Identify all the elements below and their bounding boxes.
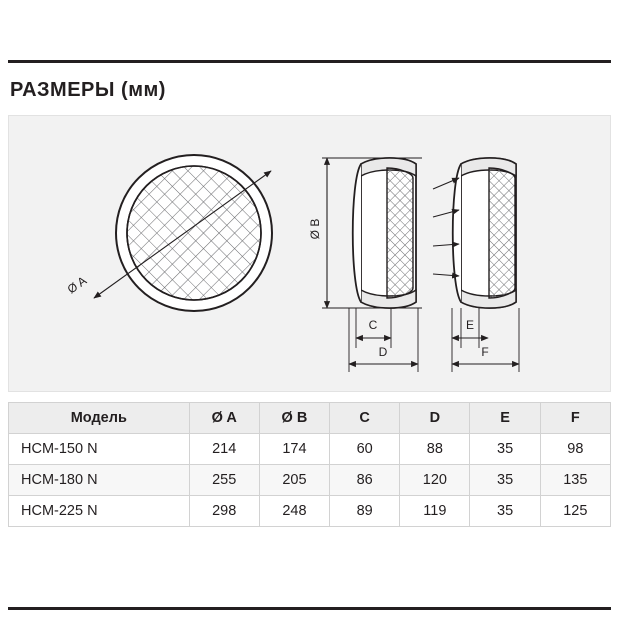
cell-e: 35 — [470, 434, 540, 465]
cell-f: 98 — [540, 434, 610, 465]
bottom-divider — [8, 607, 611, 610]
header-diameter-b: Ø B — [259, 403, 329, 434]
top-divider — [8, 60, 611, 63]
label-dim-e: E — [465, 318, 475, 332]
label-dim-f: F — [481, 345, 489, 359]
table-header — [9, 403, 611, 434]
dimension-drawing-panel — [8, 115, 611, 392]
cell-diameter-b: 248 — [259, 496, 329, 527]
page-title: РАЗМЕРЫ (мм) — [10, 79, 166, 101]
cell-f: 125 — [540, 496, 610, 527]
cell-e: 35 — [470, 465, 540, 496]
cell-c: 89 — [330, 496, 400, 527]
cell-c: 86 — [330, 465, 400, 496]
cell-diameter-a: 298 — [189, 496, 259, 527]
technical-drawing — [9, 116, 610, 391]
cell-d: 119 — [400, 496, 470, 527]
header-model: Модель — [9, 403, 190, 434]
label-diameter-b: Ø B — [308, 218, 322, 240]
cell-model: HCM-150 N — [9, 434, 190, 465]
cell-f: 135 — [540, 465, 610, 496]
table-header-row — [9, 403, 611, 434]
table-row — [9, 434, 611, 465]
header-f: F — [540, 403, 610, 434]
table-body — [9, 434, 611, 527]
dimensions-table — [8, 402, 611, 527]
cell-c: 60 — [330, 434, 400, 465]
label-diameter-a: Ø A — [64, 273, 90, 297]
cell-diameter-b: 174 — [259, 434, 329, 465]
cell-model: HCM-180 N — [9, 465, 190, 496]
cell-diameter-a: 214 — [189, 434, 259, 465]
header-e: E — [470, 403, 540, 434]
header-c: C — [330, 403, 400, 434]
cell-d: 88 — [400, 434, 470, 465]
cell-d: 120 — [400, 465, 470, 496]
header-d: D — [400, 403, 470, 434]
cell-model: HCM-225 N — [9, 496, 190, 527]
cell-diameter-a: 255 — [189, 465, 259, 496]
cell-e: 35 — [470, 496, 540, 527]
table-row — [9, 465, 611, 496]
table-row — [9, 496, 611, 527]
label-dim-c: C — [368, 318, 378, 332]
cell-diameter-b: 205 — [259, 465, 329, 496]
header-diameter-a: Ø A — [189, 403, 259, 434]
label-dim-d: D — [378, 345, 388, 359]
